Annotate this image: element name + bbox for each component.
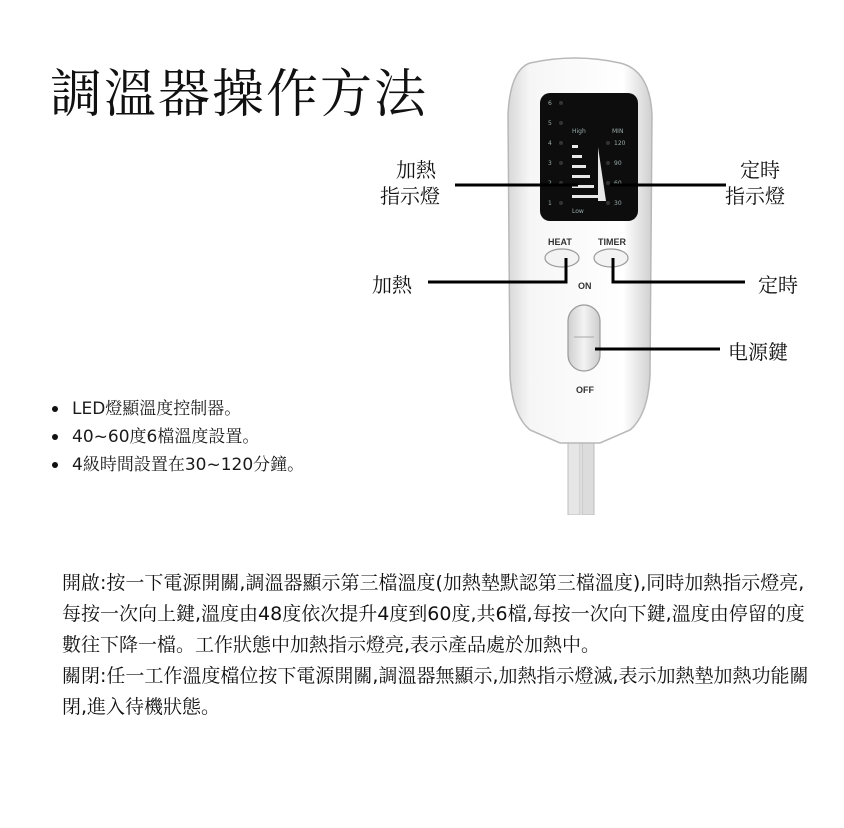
- timer-indicator-label: 定時 指示燈: [725, 158, 785, 208]
- power-key-label: 电源鍵: [728, 340, 788, 364]
- power-off-instructions: 關閉:任一工作溫度檔位按下電源開關,調溫器無顯示,加熱指示燈滅,表示加熱墊加熱功能關閉,進入待機狀態。: [62, 665, 809, 718]
- heat-label: 加熱: [372, 273, 412, 297]
- heat-button-label: HEAT: [548, 237, 572, 247]
- svg-text:90: 90: [614, 160, 622, 167]
- power-on-instructions: 開啟:按一下電源開關,調溫器顯示第三檔溫度(加熱墊默認第三檔溫度),同時加熱指示燈亮,每按一次向上鍵,溫度由48度依次提升4度到60度,共6檔,每按一次向下鍵,溫度由停留的度數往下降一檔。工作狀態中加熱指示燈亮,表示產品處於加熱中。: [62, 572, 805, 656]
- svg-text:Low: Low: [572, 208, 584, 215]
- operation-description: [62, 568, 822, 723]
- svg-text:60: 60: [614, 180, 622, 187]
- timer-label: 定時: [758, 273, 798, 297]
- svg-text:30: 30: [614, 200, 622, 207]
- feature-list: [50, 395, 304, 479]
- off-label: OFF: [576, 385, 594, 395]
- page-title: 調溫器操作方法: [50, 65, 429, 125]
- svg-text:5: 5: [548, 120, 552, 127]
- svg-text:6: 6: [548, 100, 552, 107]
- on-label: ON: [578, 281, 592, 291]
- svg-text:4: 4: [548, 140, 552, 147]
- feature-item: 40~60度6檔溫度設置。: [50, 423, 304, 451]
- svg-text:3: 3: [548, 160, 552, 167]
- svg-text:MIN: MIN: [612, 128, 624, 135]
- feature-item: 4級時間設置在30~120分鐘。: [50, 451, 304, 479]
- svg-text:120: 120: [614, 140, 626, 147]
- feature-item: LED燈顯溫度控制器。: [50, 395, 304, 423]
- timer-button-label: TIMER: [598, 237, 626, 247]
- svg-text:High: High: [572, 128, 586, 135]
- svg-text:1: 1: [548, 200, 552, 207]
- heat-indicator-label: 加熱 指示燈: [380, 158, 440, 208]
- svg-text:2: 2: [548, 180, 552, 187]
